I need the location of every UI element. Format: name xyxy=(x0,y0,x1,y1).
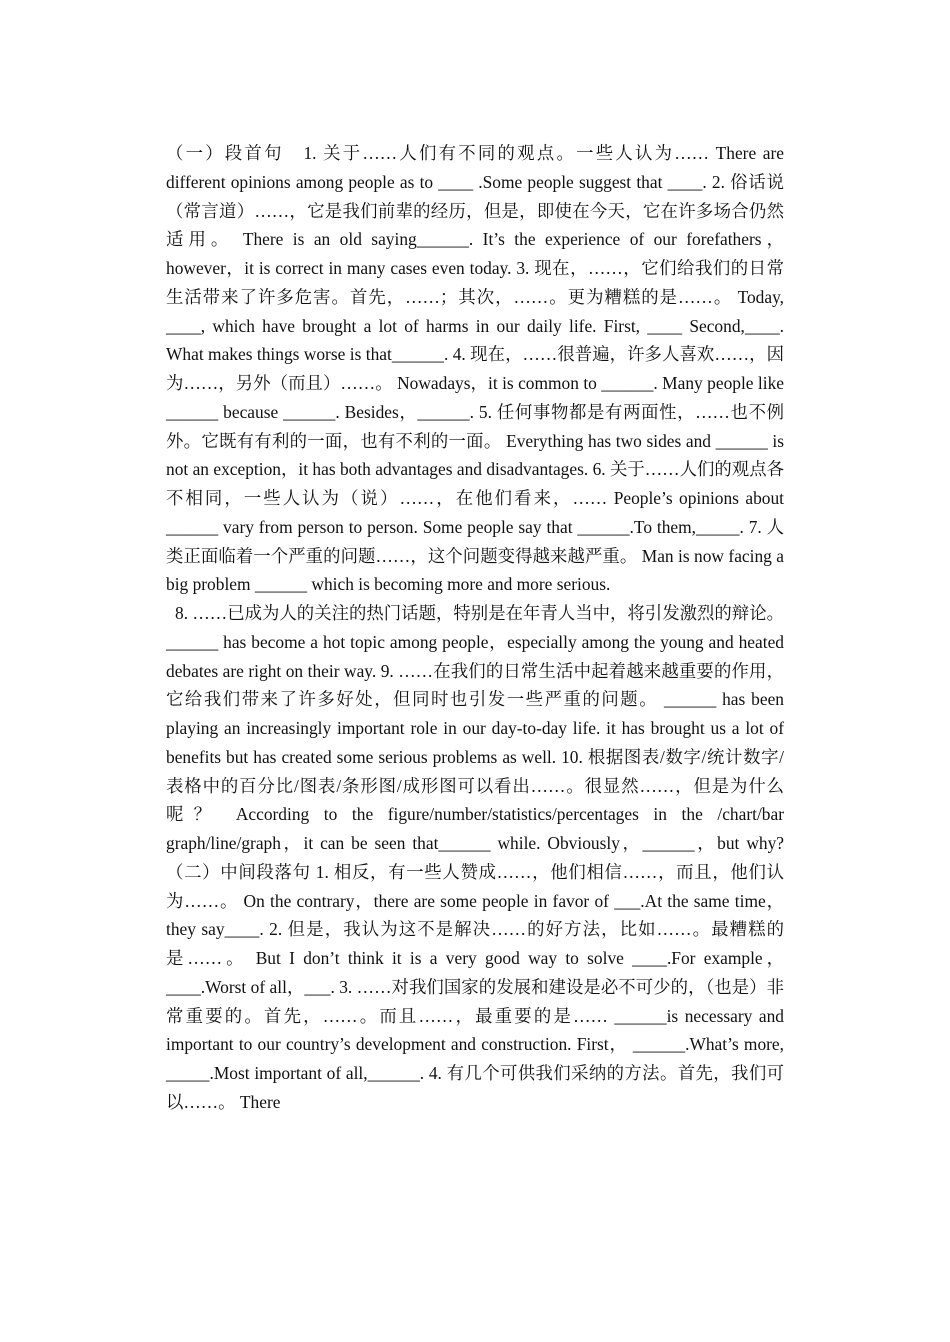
document-body xyxy=(166,139,784,1117)
paragraph-opening-sentences: （一）段首句 1. 关于……人们有不同的观点。一些人认为…… There are different opinions among people as to ____ .Some people suggest that ____. 2. 俗话说（常言道）……，它是我们前辈的经历，但是，即使在今天，它在许多场合仍然适用。 There is an old saying______. It’s the experience of our forefathers，however，it is correct in many cases even today. 3. 现在，……，它们给我们的日常生活带来了许多危害。首先，……；其次，……。更为糟糕的是……。 Today, ____, which have brought a lot of harms in our daily life. First, ____ Second,____. What makes things worse is that______. 4. 现在，……很普遍，许多人喜欢……，因为……，另外（而且）……。 Nowadays，it is common to ______. Many people like ______ because ______. Besides，______. 5. 任何事物都是有两面性，……也不例外。它既有有利的一面，也有不利的一面。 Everything has two sides and ______ is not an exception，it has both advantages and disadvantages. 6. 关于……人们的观点各不相同，一些人认为（说）……，在他们看来，…… People’s opinions about ______ vary from person to person. Some people say that ______.To them,_____. 7. 人类正面临着一个严重的问题……，这个问题变得越来越严重。 Man is now facing a big problem ______ which is becoming more and more serious. xyxy=(166,143,784,595)
paragraph-continued-phrases: 8. ……已成为人的关注的热门话题，特别是在年青人当中，将引发激烈的辩论。 ______ has become a hot topic among people，especially among the young and heated debates are right on their way. 9. ……在我们的日常生活中起着越来越重要的作用，它给我们带来了许多好处，但同时也引发一些严重的问题。 ______ has been playing an increasingly important role in our day-to-day life. it has brought us a lot of benefits but has created some serious problems as well. 10. 根据图表/数字/统计数字/表格中的百分比/图表/条形图/成形图可以看出……。很显然……，但是为什么呢？ According to the figure/number/statistics/percentages in the /chart/bar graph/line/graph，it can be seen that______ while. Obviously，______，but why? （二）中间段落句 1. 相反，有一些人赞成……，他们相信……，而且，他们认为……。 On the contrary，there are some people in favor of ___.At the same time，they say____. 2. 但是，我认为这不是解决……的好方法，比如……。最糟糕的是……。 But I don’t think it is a very good way to solve ____.For example，____.Worst of all，___. 3. ……对我们国家的发展和建设是必不可少的，（也是）非常重要的。首先，……。而且……，最重要的是…… ______is necessary and important to our country’s development and construction. First， ______.What’s more, _____.Most important of all,______. 4. 有几个可供我们采纳的方法。首先，我们可以……。 There xyxy=(166,603,784,1112)
